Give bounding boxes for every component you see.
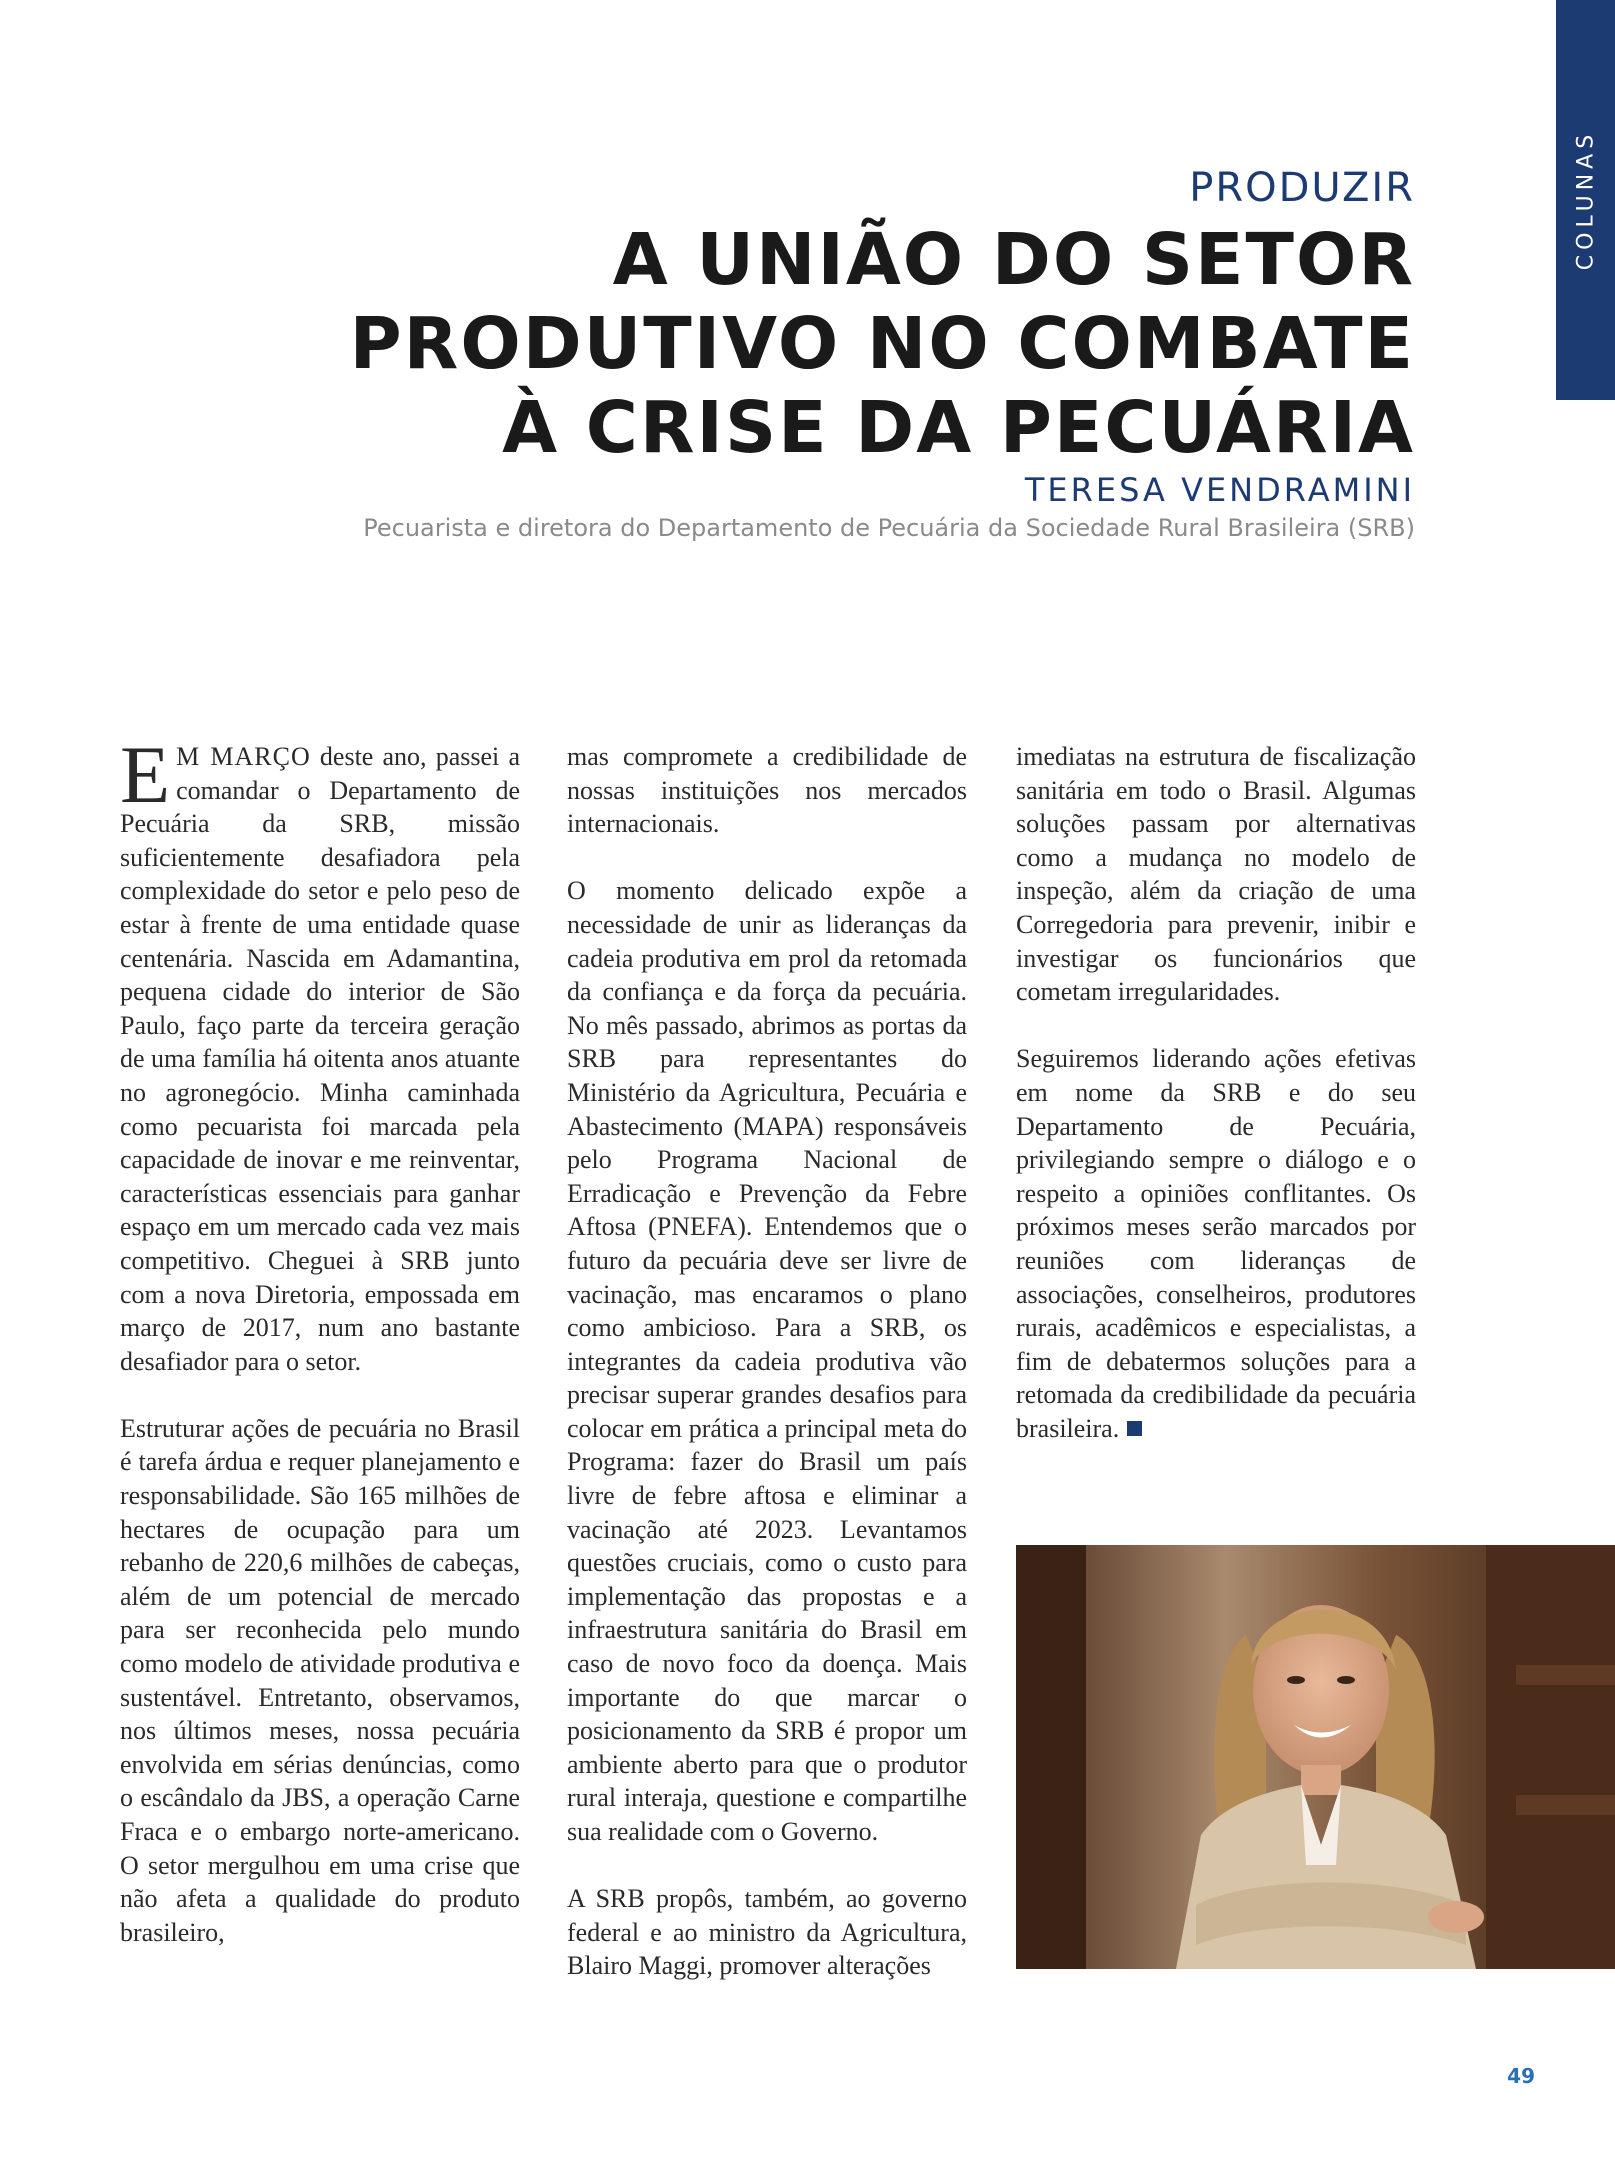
paragraph: mas compromete a credibilidade de nossas instituições nos mercados internacionais. <box>567 742 967 839</box>
headline <box>115 218 1415 470</box>
headline-line: A UNIÃO DO SETOR <box>612 218 1415 301</box>
section-tab-label: COLUNAS <box>1573 129 1598 271</box>
author-portrait-photo <box>1016 1545 1615 1969</box>
paragraph-text: deste ano, passei a comandar o Departamento de Pecuária da SRB, missão suficientemente desafiadora pela complexidade do setor e pelo peso de estar à frente de uma entidade quase centenária. Nascida em Adamantina, pequena cidade do interior de São Paulo, faço parte da terceira geração de uma família há oitenta anos atuante no agronegócio. Minha caminhada como pecuarista foi marcada pela capacidade de inovar e me reinventar, características essenciais para ganhar espaço em um mercado cada vez mais competitivo. Cheguei à SRB junto com a nova Diretoria, empossada em março de 2017, num ano bastante desafiador para o setor. <box>120 742 520 1376</box>
lead-in: M MARÇO <box>176 742 311 771</box>
article-column-1 <box>120 729 520 1983</box>
paragraph-text: Seguiremos liderando ações efetivas em nome da SRB e do seu Departamento de Pecuária, privilegiando sempre o diálogo e o respeito a opiniões conflitantes. Os próximos meses serão marcados por reuniões com lideranças de associações, conselheiros, produtores rurais, acadêmicos e especialistas, a fim de debatermos soluções para a retomada da credibilidade da pecuária brasileira. <box>1016 1044 1416 1443</box>
paragraph: imediatas na estrutura de fiscalização sanitária em todo o Brasil. Algumas soluções passam por alternativas como a mudança no modelo de inspeção, além da criação de uma Corregedoria para prevenir, inibir e investigar os funcionários que cometam irregularidades. <box>1016 742 1416 1007</box>
article-header <box>115 160 1415 546</box>
drop-cap: E <box>120 729 171 820</box>
page-number: 49 <box>1507 2064 1535 2088</box>
author-name: TERESA VENDRAMINI <box>1024 471 1415 509</box>
headline-line: PRODUTIVO NO COMBATE <box>349 302 1415 385</box>
headline-line: À CRISE DA PECUÁRIA <box>502 386 1415 469</box>
section-label: PRODUZIR <box>1189 165 1415 211</box>
paragraph: O momento delicado expõe a necessidade de unir as lideranças da cadeia produtiva em prol da retomada da confiança e da força da pecuária. No mês passado, abrimos as portas da SRB para representantes do Ministério da Agricultura, Pecuária e Abastecimento (MAPA) responsáveis pelo Programa Nacional de Erradicação e Prevenção da Febre Aftosa (PNEFA). Entendemos que o futuro da pecuária deve ser livre de vacinação, mas encaramos o plano como ambicioso. Para a SRB, os integrantes da cadeia produtiva vão precisar superar grandes desafios para colocar em prática a principal meta do Programa: fazer do Brasil um país livre de febre aftosa e eliminar a vacinação até 2023. Levantamos questões cruciais, como o custo para implementação das propostas e a infraestrutura sanitária do Brasil em caso de novo foco da doença. Mais importante do que marcar o posicionamento da SRB é propor um ambiente aberto para que o produtor rural interaja, questione e compartilhe sua realidade com o Governo. <box>567 876 967 1846</box>
paragraph <box>120 729 520 1378</box>
columns-section-tab <box>1556 0 1615 400</box>
paragraph: A SRB propôs, também, ao governo federal e ao ministro da Agricultura, Blairo Maggi, promover alterações <box>567 1884 967 1981</box>
end-of-article-square-icon <box>1127 1421 1142 1436</box>
portrait-illustration <box>1016 1545 1615 1969</box>
paragraph <box>1016 1042 1416 1445</box>
author-role: Pecuarista e diretora do Departamento de Pecuária da Sociedade Rural Brasileira (SRB) <box>363 514 1415 542</box>
article-column-3 <box>1016 740 1416 1479</box>
article-column-2 <box>567 740 967 2017</box>
paragraph: Estruturar ações de pecuária no Brasil é tarefa árdua e requer planejamento e responsabilidade. São 165 milhões de hectares de ocupação para um rebanho de 220,6 milhões de cabeças, além de um potencial de mercado para ser reconhecida pelo mundo como modelo de atividade produtiva e sustentável. Entretanto, observamos, nos últimos meses, nossa pecuária envolvida em sérias denúncias, como o escândalo da JBS, a operação Carne Fraca e o embargo norte-americano. O setor mergulhou em uma crise que não afeta a qualidade do produto brasileiro, <box>120 1413 520 1947</box>
